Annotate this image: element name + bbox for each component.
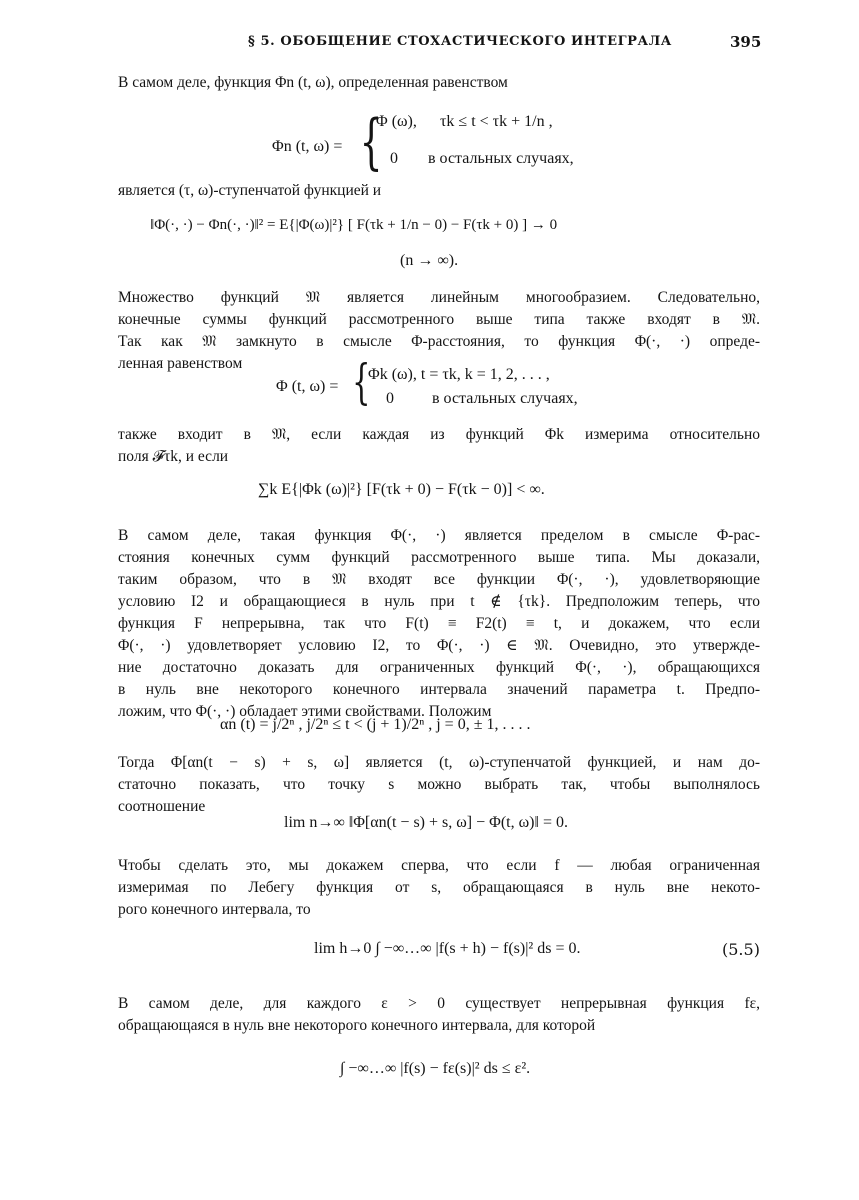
paragraph-1: В самом деле, функция Φn (t, ω), определенная равенством — [118, 74, 508, 91]
equation-2-condition: (n → ∞). — [400, 252, 459, 269]
equation-1-lhs: Φn (t, ω) = — [272, 138, 343, 155]
equation-3-case1: Φk (ω), t = τk, k = 1, 2, . . . , — [368, 366, 550, 383]
equation-1-case2-value: 0 — [390, 150, 398, 167]
equation-4: ∑k E{|Φk (ω)|²} [F(τk + 0) − F(τk − 0)] < ∞. — [258, 481, 545, 498]
equation-1-case1-value: Φ (ω), — [376, 113, 417, 130]
equation-1-case2-condition: в остальных случаях, — [428, 150, 574, 167]
paragraph-6: Тогда Φ[αn(t − s) + s, ω] является (t, ω)-ступенчатой функцией, и нам до- статочно показать, что точку s можно выбрать так, чтобы выполнялось соотношение — [118, 754, 760, 815]
equation-3-case2-value: 0 — [386, 390, 394, 407]
paragraph-8: В самом деле, для каждого ε > 0 существует непрерывная функция fε, обращающаяся в нуль вне некоторого конечного интервала, для которой — [118, 995, 760, 1034]
equation-3-brace: { — [352, 354, 371, 410]
paragraph-4: также входит в 𝔐, если каждая из функций Φk измерима относительно поля 𝓕τk, и если — [118, 426, 760, 465]
equation-1-case1-condition: τk ≤ t < τk + 1/n , — [440, 113, 553, 130]
equation-3-case2-condition: в остальных случаях, — [432, 390, 578, 407]
equation-8: ∫ −∞…∞ |f(s) − fε(s)|² ds ≤ ε². — [340, 1060, 531, 1077]
equation-6: lim n→∞ ‖Φ[αn(t − s) + s, ω] − Φ(t, ω)‖ = 0. — [284, 814, 568, 831]
paragraph-3: Множество функций 𝔐 является линейным многообразием. Следовательно, конечные суммы функций рассмотренного выше типа также входят в 𝔐. Так как 𝔐 замкнуто в смысле Φ-расстояния, то функция Φ(·, ·) опреде- ленная равенством — [118, 289, 760, 372]
paragraph-2: является (τ, ω)-ступенчатой функцией и — [118, 182, 382, 199]
page-number: 395 — [730, 33, 762, 51]
equation-5: αn (t) = j/2ⁿ , j/2ⁿ ≤ t < (j + 1)/2ⁿ , j = 0, ± 1, . . . . — [220, 716, 531, 733]
running-header: § 5. ОБОБЩЕНИЕ СТОХАСТИЧЕСКОГО ИНТЕГРАЛА — [248, 34, 672, 49]
equation-7: lim h→0 ∫ −∞…∞ |f(s + h) − f(s)|² ds = 0. — [314, 940, 581, 957]
equation-2: ‖Φ(·, ·) − Φn(·, ·)‖² = E{|Φ(ω)|²} [ F(τk + 1/n − 0) − F(τk + 0) ] → 0 — [150, 217, 558, 233]
equation-3-lhs: Φ (t, ω) = — [276, 378, 339, 395]
paragraph-5: В самом деле, такая функция Φ(·, ·) является пределом в смысле Φ-рас- стояния конечных сумм функций рассмотренного выше типа. Мы доказали, таким образом, что в 𝔐 входят все функции Φ(·, ·), удовлетворяющие условию I2 и обращающиеся в нуль при t ∉ {τk}. Предположим теперь, что функция F непрерывна, так что F(t) ≡ F2(t) ≡ t, и докажем, что если Φ(·, ·) удовлетворяет условию I2, то Φ(·, ·) ∈ 𝔐. Очевидно, это утвержде- ние достаточно доказать для ограниченных функций Φ(·, ·), обращающихся в нуль вне некоторого конечного интервала значений параметра t. Предпо- ложим, что Φ(·, ·) обладает этими свойствами. Положим — [118, 527, 760, 720]
equation-1-brace: { — [359, 107, 383, 177]
paragraph-7: Чтобы сделать это, мы докажем сперва, что если f — любая ограниченная измеримая по Лебегу функция от s, обращающаяся в нуль вне некото- рого конечного интервала, то — [118, 857, 760, 918]
equation-7-number: (5.5) — [722, 940, 760, 959]
